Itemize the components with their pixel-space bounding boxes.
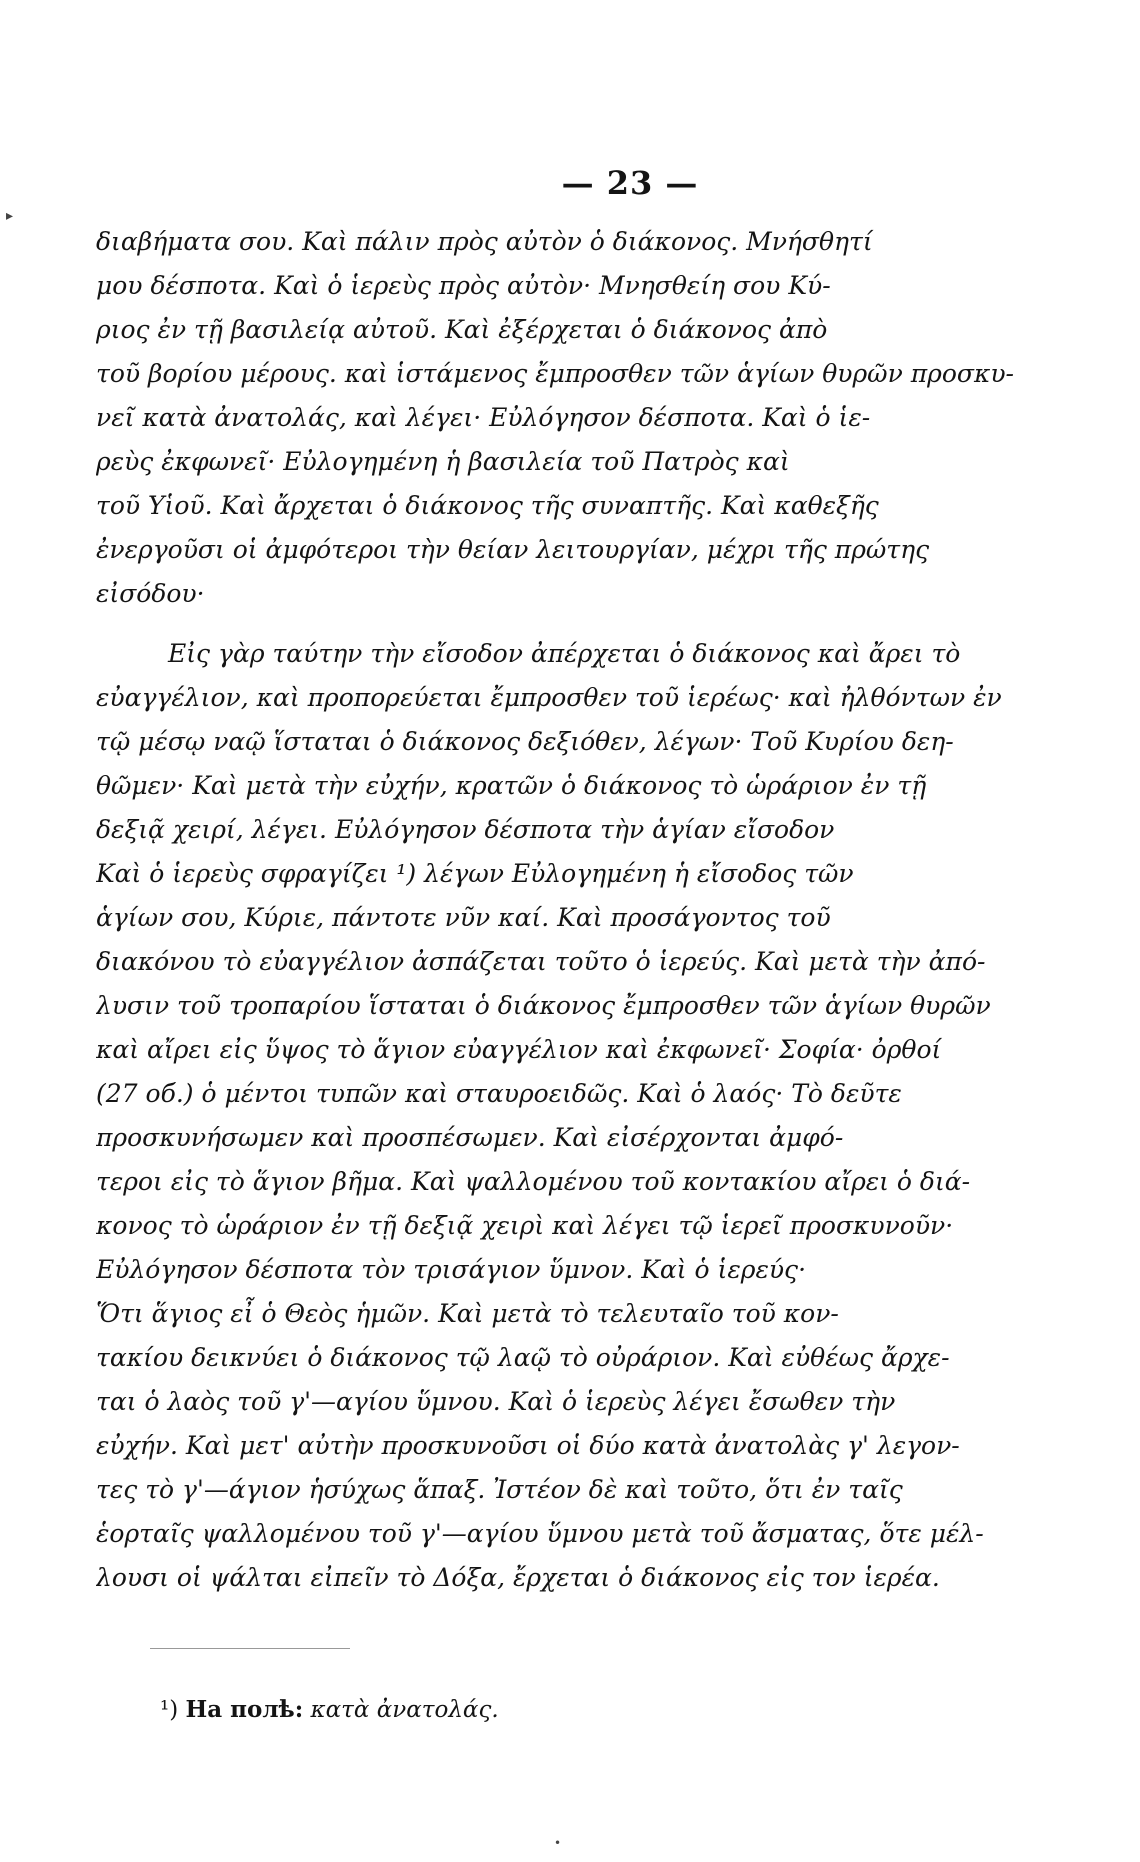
text-line: τοῦ Υἱοῦ. Καὶ ἄρχεται ὁ διάκονος τῆς συναπτῆς. Καὶ καθεξῆς (96, 491, 879, 520)
text-line: τοῦ βορίου μέρους. καὶ ἱστάμενος ἔμπροσθεν τῶν ἁγίων θυρῶν προσκυ- (96, 359, 1014, 388)
bottom-mark: • (554, 1836, 562, 1850)
text-line: εὐαγγέλιον, καὶ προπορεύεται ἔμπροσθεν τοῦ ἱερέως· καὶ ἠλθόντων ἐν (96, 683, 1002, 712)
text-line: μου δέσποτα. Καὶ ὁ ἱερεὺς πρὸς αὐτὸν· Μνησθείη σου Κύ- (96, 271, 831, 300)
footnote (160, 1696, 499, 1723)
footnote-divider (150, 1648, 350, 1649)
text-line: λυσιν τοῦ τροπαρίου ἵσταται ὁ διάκονος ἔμπροσθεν τῶν ἁγίων θυρῶν (96, 991, 991, 1020)
text-line: (27 об.) ὁ μέντοι τυπῶν καὶ σταυροειδῶς. Καὶ ὁ λαός· Τὸ δεῦτε (96, 1079, 902, 1108)
footnote-marker: ¹) (160, 1697, 179, 1723)
text-line: δεξιᾷ χειρί, λέγει. Εὐλόγησον δέσποτα τὴν ἁγίαν εἴσοδον (96, 815, 835, 844)
text-line: Εὐλόγησον δέσποτα τὸν τρισάγιον ὕμνον. Καὶ ὁ ἱερεύς· (96, 1255, 807, 1284)
text-line: ται ὁ λαὸς τοῦ γ'—αγίου ὕμνου. Καὶ ὁ ἱερεὺς λέγει ἔσωθεν τὴν (96, 1387, 896, 1416)
text-line: Καὶ ὁ ἱερεὺς σφραγίζει ¹) λέγων Εὐλογημένη ἡ εἴσοδος τῶν (96, 859, 854, 888)
main-text (96, 220, 1036, 1600)
page-number: — 23 — (561, 164, 699, 202)
text-line: ἐνεργοῦσι οἱ ἀμφότεροι τὴν θείαν λειτουργίαν, μέχρι τῆς πρώτης (96, 535, 930, 564)
text-line: τες τὸ γ'—άγιον ἡσύχως ἅπαξ. Ἰστέον δὲ καὶ τοῦτο, ὅτι ἐν ταῖς (96, 1475, 903, 1504)
text-line: λουσι οἱ ψάλται εἰπεῖν τὸ Δόξα, ἔρχεται ὁ διάκονος εἰς τον ἱερέα. (96, 1563, 940, 1592)
footnote-label: На полѣ: (185, 1696, 304, 1723)
text-line: ἁγίων σου, Κύριε, πάντοτε νῦν καί. Καὶ προσάγοντος τοῦ (96, 903, 831, 932)
text-line: προσκυνήσωμεν καὶ προσπέσωμεν. Καὶ εἰσέρχονται ἀμφό- (96, 1123, 844, 1152)
text-line: διαβήματα σου. Καὶ πάλιν πρὸς αὐτὸν ὁ διάκονος. Μνήσθητί (96, 227, 873, 256)
text-line: τακίου δεικνύει ὁ διάκονος τῷ λαῷ τὸ οὐράριον. Καὶ εὐθέως ἄρχε- (96, 1343, 950, 1372)
text-line: τῷ μέσῳ ναῷ ἵσταται ὁ διάκονος δεξιόθεν, λέγων· Τοῦ Κυρίου δεη- (96, 727, 954, 756)
text-line: θῶμεν· Καὶ μετὰ τὴν εὐχήν, κρατῶν ὁ διάκονος τὸ ὡράριον ἐν τῇ (96, 771, 927, 800)
text-line: Εἰς γὰρ ταύτην τὴν εἴσοδον ἀπέρχεται ὁ διάκονος καὶ ἄρει τὸ (168, 639, 961, 668)
footnote-text: κατὰ ἀνατολάς. (310, 1697, 499, 1723)
text-line: ἑορταῖς ψαλλομένου τοῦ γ'—αγίου ὕμνου μετὰ τοῦ ἄσματας, ὅτε μέλ- (96, 1519, 984, 1548)
margin-mark: ▸ (6, 208, 14, 224)
text-line: διακόνου τὸ εὐαγγέλιον ἀσπάζεται τοῦτο ὁ ἱερεύς. Καὶ μετὰ τὴν ἀπό- (96, 947, 986, 976)
text-line: εὐχήν. Καὶ μετ' αὐτὴν προσκυνοῦσι οἱ δύο κατὰ ἀνατολὰς γ' λεγον- (96, 1431, 960, 1460)
text-line: καὶ αἴρει εἰς ὕψος τὸ ἅγιον εὐαγγέλιον καὶ ἐκφωνεῖ· Σοφία· ὀρθοί (96, 1035, 942, 1064)
text-line: ριος ἐν τῇ βασιλείᾳ αὐτοῦ. Καὶ ἐξέρχεται ὁ διάκονος ἀπὸ (96, 315, 828, 344)
text-line: ρεὺς ἐκφωνεῖ· Εὐλογημένη ἡ βασιλεία τοῦ Πατρὸς καὶ (96, 447, 790, 476)
text-line: κονος τὸ ὡράριον ἐν τῇ δεξιᾷ χειρὶ καὶ λέγει τῷ ἱερεῖ προσκυνοῦν· (96, 1211, 954, 1240)
text-line: νεῖ κατὰ ἀνατολάς, καὶ λέγει· Εὐλόγησον δέσποτα. Καὶ ὁ ἱε- (96, 403, 871, 432)
text-line: εἰσόδου· (96, 579, 205, 608)
text-line: τεροι εἰς τὸ ἅγιον βῆμα. Καὶ ψαλλομένου τοῦ κοντακίου αἴρει ὁ διά- (96, 1167, 971, 1196)
text-line: Ὅτι ἅγιος εἶ ὁ Θεὸς ἡμῶν. Καὶ μετὰ τὸ τελευταῖο τοῦ κον- (96, 1299, 839, 1328)
